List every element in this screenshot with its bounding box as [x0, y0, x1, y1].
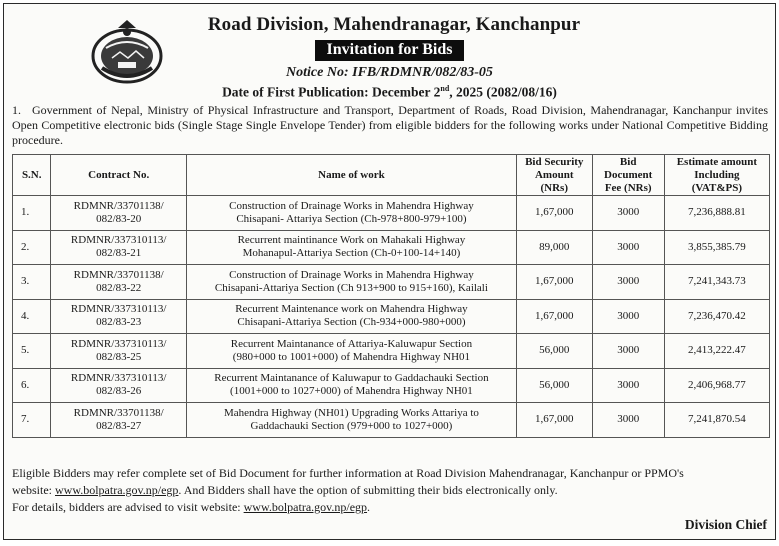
header-bid-security: Bid Security Amount (NRs) [516, 155, 592, 196]
footer-line-1: Eligible Bidders may refer complete set of Bid Document for further information at Road Division Mahendranagar, Kanchanpur or PPMO's [12, 466, 684, 480]
cell-document-fee: 3000 [592, 299, 664, 334]
cell-estimate-amount: 2,413,222.47 [664, 334, 769, 369]
table-header-row [13, 155, 770, 196]
bids-table [12, 154, 770, 438]
footer-line-2: website: www.bolpatra.gov.np/egp. And Bidders shall have the option of submitting their bids electronically only. [12, 483, 558, 497]
paragraph-number: 1. [12, 103, 21, 117]
bid-notice-page [3, 3, 776, 540]
footer-notes [12, 465, 772, 516]
cell-sn: 4. [13, 299, 51, 334]
cell-bid-security: 56,000 [516, 368, 592, 403]
cell-sn: 6. [13, 368, 51, 403]
cell-bid-security: 1,67,000 [516, 403, 592, 438]
cell-name-of-work: Recurrent maintinance Work on Mahakali Highway Mohanapul-Attariya Section (Ch-0+100-14+140) [186, 230, 516, 265]
cell-contract-no: RDMNR/337310113/ 082/83-21 [51, 230, 187, 265]
bolpatra-link-2[interactable]: www.bolpatra.gov.np/egp [243, 500, 368, 514]
cell-estimate-amount: 7,236,470.42 [664, 299, 769, 334]
cell-contract-no: RDMNR/337310113/ 082/83-23 [51, 299, 187, 334]
cell-estimate-amount: 7,236,888.81 [664, 196, 769, 231]
table-row [13, 196, 770, 231]
cell-document-fee: 3000 [592, 196, 664, 231]
table-row [13, 265, 770, 300]
cell-estimate-amount: 7,241,870.54 [664, 403, 769, 438]
header-document-fee: Bid Document Fee (NRs) [592, 155, 664, 196]
bolpatra-link[interactable]: www.bolpatra.gov.np/egp [55, 483, 179, 497]
table-row [13, 368, 770, 403]
cell-contract-no: RDMNR/33701138/ 082/83-20 [51, 196, 187, 231]
intro-paragraph [12, 103, 768, 148]
cell-estimate-amount: 3,855,385.79 [664, 230, 769, 265]
cell-sn: 7. [13, 403, 51, 438]
cell-name-of-work: Recurrent Maintanance of Kaluwapur to Gaddachauki Section (1001+000 to 1027+000) of Mahendra Highway NH01 [186, 368, 516, 403]
cell-contract-no: RDMNR/337310113/ 082/83-25 [51, 334, 187, 369]
cell-document-fee: 3000 [592, 403, 664, 438]
header-contract-no: Contract No. [51, 155, 187, 196]
cell-estimate-amount: 2,406,968.77 [664, 368, 769, 403]
cell-bid-security: 89,000 [516, 230, 592, 265]
cell-name-of-work: Construction of Drainage Works in Mahendra Highway Chisapani- Attariya Section (Ch-978+800-979+100) [186, 196, 516, 231]
table-row [13, 230, 770, 265]
cell-name-of-work: Recurrent Maintanance of Attariya-Kaluwapur Section (980+000 to 1001+000) of Mahendra Highway NH01 [186, 334, 516, 369]
notice-number: Notice No: IFB/RDMNR/082/83-05 [286, 65, 493, 80]
cell-sn: 3. [13, 265, 51, 300]
cell-name-of-work: Recurrent Maintenance work on Mahendra Highway Chisapani-Attariya Section (Ch-934+000-980+000) [186, 299, 516, 334]
cell-sn: 2. [13, 230, 51, 265]
cell-estimate-amount: 7,241,343.73 [664, 265, 769, 300]
cell-contract-no: RDMNR/33701138/ 082/83-22 [51, 265, 187, 300]
intro-text: Government of Nepal, Ministry of Physical Infrastructure and Transport, Department of Roads, Road Division, Mahendranagar, Kanchanpur invites Open Competitive electronic bids (Single Stage Single Envelope Tender) from eligible bidders for the following works under National Competitive Bidding procedure. [12, 103, 768, 147]
notice-title: Invitation for Bids [315, 40, 465, 61]
cell-document-fee: 3000 [592, 334, 664, 369]
cell-document-fee: 3000 [592, 265, 664, 300]
table-row [13, 334, 770, 369]
cell-bid-security: 1,67,000 [516, 299, 592, 334]
signoff-division-chief: Division Chief [684, 517, 767, 532]
cell-document-fee: 3000 [592, 368, 664, 403]
footer-line-3: For details, bidders are advised to visit website: www.bolpatra.gov.np/egp. [12, 500, 371, 514]
header-sn: S.N. [13, 155, 51, 196]
header-estimate-amount: Estimate amount Including (VAT&PS) [664, 155, 769, 196]
cell-document-fee: 3000 [592, 230, 664, 265]
cell-bid-security: 1,67,000 [516, 196, 592, 231]
cell-bid-security: 56,000 [516, 334, 592, 369]
table-row [13, 403, 770, 438]
organization-name: Road Division, Mahendranagar, Kanchanpur [207, 14, 581, 35]
publication-date: Date of First Publication: December 2nd, 2025 (2082/08/16) [222, 84, 557, 100]
cell-sn: 1. [13, 196, 51, 231]
cell-bid-security: 1,67,000 [516, 265, 592, 300]
cell-name-of-work: Mahendra Highway (NH01) Upgrading Works Attariya to Gaddachauki Section (979+000 to 1027+000) [186, 403, 516, 438]
cell-sn: 5. [13, 334, 51, 369]
header-name-of-work: Name of work [186, 155, 516, 196]
cell-contract-no: RDMNR/33701138/ 082/83-27 [51, 403, 187, 438]
table-row [13, 299, 770, 334]
cell-name-of-work: Construction of Drainage Works in Mahendra Highway Chisapani-Attariya Section (Ch 913+900 to 915+160), Kailali [186, 265, 516, 300]
cell-contract-no: RDMNR/337310113/ 082/83-26 [51, 368, 187, 403]
